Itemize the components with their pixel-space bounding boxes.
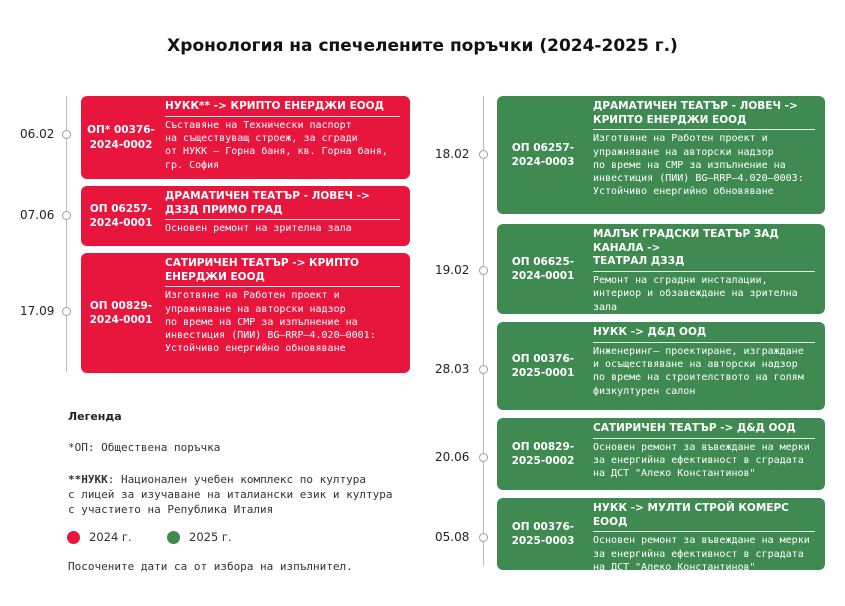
contract-description: Инженеринг– проектиране, изграждане и осъществяване на авторски надзор по време на строителството на голям физкултурен салон xyxy=(593,345,804,397)
timeline-dot xyxy=(479,453,488,462)
contract-code: ОП 00376- 2025-0001 xyxy=(511,352,575,379)
event-date: 19.02 xyxy=(435,263,470,277)
event-date: 18.02 xyxy=(435,147,470,161)
timeline-dot xyxy=(62,211,71,220)
contract-parties: ДРАМАТИЧЕН ТЕАТЪР - ЛОВЕЧ -> КРИПТО ЕНЕРДЖИ ЕООД xyxy=(593,100,815,130)
contract-code: ОП 06257- 2024-0001 xyxy=(89,202,153,229)
contract-code: ОП 00829- 2025-0002 xyxy=(511,440,575,467)
contract-code: ОП 00376- 2025-0003 xyxy=(511,520,575,547)
legend-nukk-term: **НУКК xyxy=(68,473,108,486)
event-date: 06.02 xyxy=(20,127,55,141)
contract-description: Основен ремонт на зрителна зала xyxy=(165,223,352,235)
contract-parties: МАЛЪК ГРАДСКИ ТЕАТЪР ЗАД КАНАЛА -> ТЕАТРАЛ ДЗЗД xyxy=(593,228,815,272)
contract-description: Основен ремонт за въвеждане на мерки за енергийна ефективност в сградата на ДСТ "Алеко Константинов" xyxy=(593,441,810,480)
contract-card xyxy=(81,186,410,246)
timeline-dot xyxy=(479,150,488,159)
contract-card xyxy=(497,498,825,573)
legend-2024-label: 2024 г. xyxy=(89,530,132,544)
contract-parties: САТИРИЧЕН ТЕАТЪР -> Д&Д ООД xyxy=(593,422,815,439)
legend-op xyxy=(68,441,220,454)
right-timeline-line xyxy=(483,96,484,566)
contract-description: Изготвяне на Работен проект и упражняване на авторски надзор по време на СМР за изпълнение на инвестиция (ПИИ) BG—RRP—4.020—0001: Устойчиво енергийно обновяване xyxy=(165,290,376,355)
contract-parties: ДРАМАТИЧЕН ТЕАТЪР - ЛОВЕЧ -> ДЗЗД ПРИМО ГРАД xyxy=(165,190,400,220)
legend-title: Легенда xyxy=(68,410,122,423)
contract-code: ОП 06625- 2024-0001 xyxy=(511,255,575,282)
contract-card xyxy=(497,322,825,410)
contract-parties: НУКК -> МУЛТИ СТРОЙ КОМЕРС ЕООД xyxy=(593,502,815,532)
contract-code: ОП 00829- 2024-0001 xyxy=(89,299,153,326)
contract-description: Ремонт на сградни инсталации, интериор и обзавеждане на зрителна зала xyxy=(593,274,798,313)
contract-description: Съставяне на Технически паспорт на съществуващ строеж, за сгради от НУКК – Горна баня, кв. Горна баня, гр. София xyxy=(165,119,388,171)
legend-2025-label: 2025 г. xyxy=(189,530,232,544)
timeline-dot xyxy=(479,533,488,542)
contract-parties: НУКК -> Д&Д ООД xyxy=(593,326,815,343)
contract-card xyxy=(497,418,825,490)
contract-card xyxy=(81,96,410,179)
legend-2025-swatch xyxy=(167,531,180,544)
timeline-dot xyxy=(62,307,71,316)
contract-parties: НУКК** -> КРИПТО ЕНЕРДЖИ ЕООД xyxy=(165,100,400,117)
timeline-dot xyxy=(62,130,71,139)
legend-note: Посочените дати са от избора на изпълнител. xyxy=(68,560,353,573)
legend-op-definition: : Обществена поръчка xyxy=(87,441,221,454)
contract-code: ОП 06257- 2024-0003 xyxy=(511,141,575,168)
timeline-dot xyxy=(479,266,488,275)
contract-card xyxy=(81,253,410,373)
contract-parties: САТИРИЧЕН ТЕАТЪР -> КРИПТО ЕНЕРДЖИ ЕООД xyxy=(165,257,400,287)
contract-description: Изготвяне на Работен проект и упражняване на авторски надзор по време на СМР за изпълнение на инвестиция (ПИИ) BG—RRP—4.020—0003: Устойчиво енергийно обновяване xyxy=(593,133,804,198)
legend-nukk xyxy=(68,472,393,517)
contract-card xyxy=(497,96,825,214)
legend-2024-swatch xyxy=(67,531,80,544)
contract-description: Основен ремонт за въвеждане на мерки за енергийна ефективност в сградата на ДСТ "Алеко Константинов" xyxy=(593,535,810,573)
timeline-dot xyxy=(479,365,488,374)
contract-code: ОП* 00376- 2024-0002 xyxy=(87,124,155,151)
legend-nukk-definition: : Национален учебен комплекс по култура с лицей за изучаване на италиански език и култура с участието на Република Италия xyxy=(68,473,393,516)
event-date: 28.03 xyxy=(435,362,470,376)
event-date: 20.06 xyxy=(435,450,470,464)
event-date: 07.06 xyxy=(20,208,55,222)
event-date: 05.08 xyxy=(435,530,470,544)
legend-op-term: *ОП xyxy=(68,441,88,454)
contract-card xyxy=(497,224,825,314)
page-title: Хронология на спечелените поръчки (2024-2025 г.) xyxy=(167,36,678,56)
event-date: 17.09 xyxy=(20,304,55,318)
